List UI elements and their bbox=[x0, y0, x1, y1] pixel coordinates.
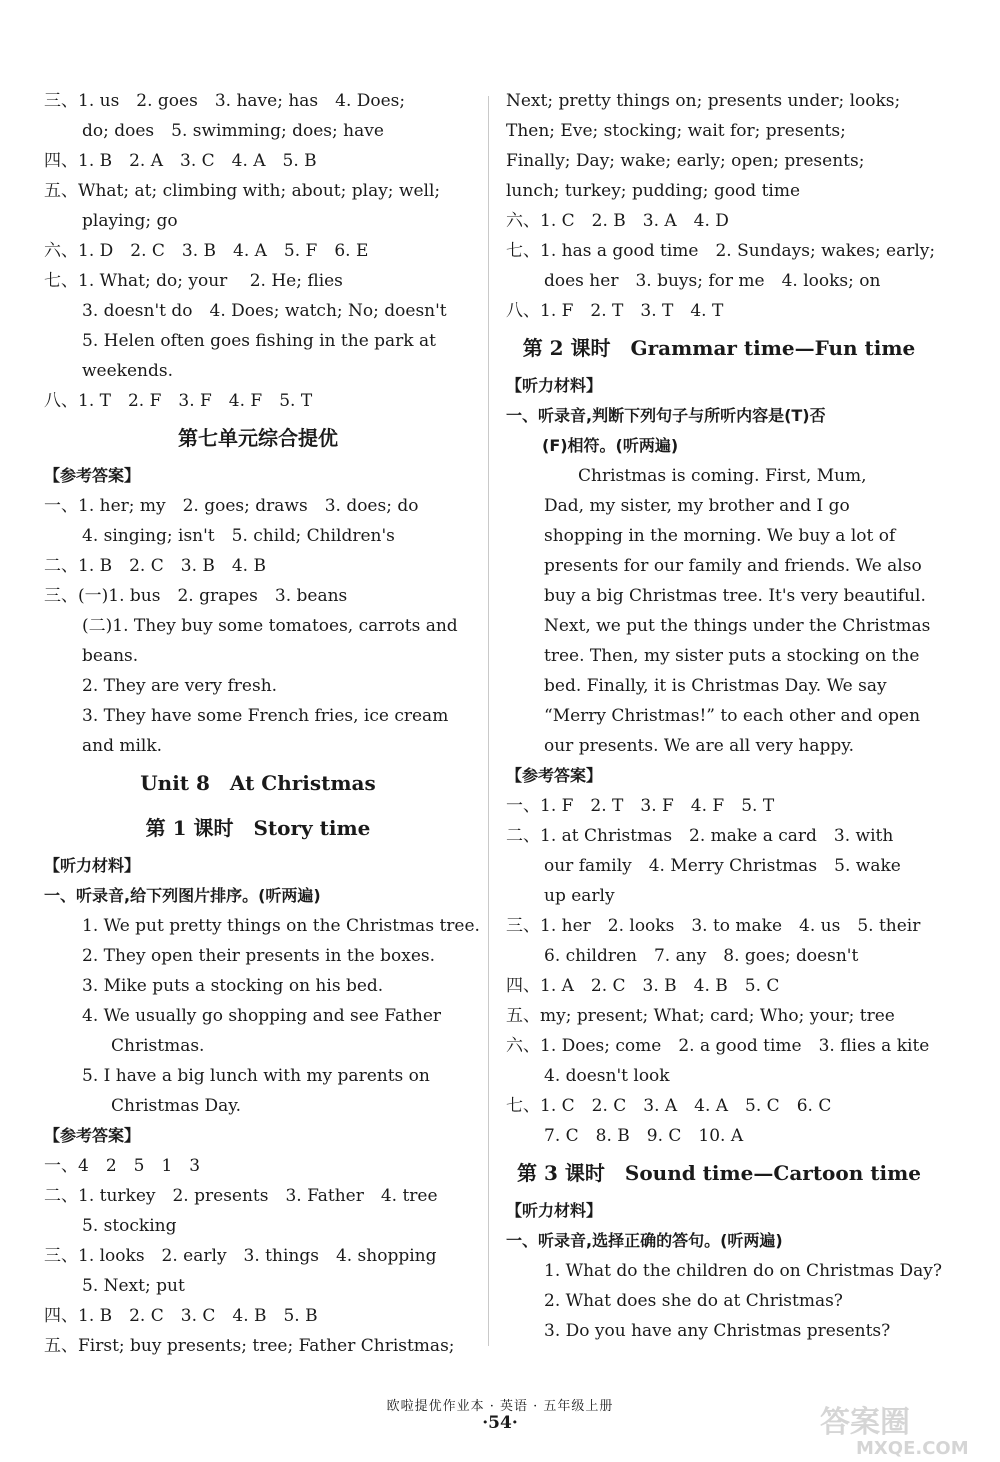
page-number: ·54· bbox=[482, 1413, 518, 1433]
answer-line: 5. I have a big lunch with my parents on bbox=[82, 1066, 430, 1086]
answer-line: do; does 5. swimming; does; have bbox=[82, 121, 384, 141]
answer-line: 3. Do you have any Christmas presents? bbox=[544, 1321, 891, 1341]
answer-line: 六、1. D 2. C 3. B 4. A 5. F 6. E bbox=[44, 241, 369, 261]
instruction-line: 一、听录音,判断下列句子与所听内容是(T)否 bbox=[506, 406, 826, 425]
answer-line: beans. bbox=[82, 646, 139, 666]
answer-line: weekends. bbox=[82, 361, 173, 381]
watermark-logo bbox=[816, 1398, 986, 1460]
instruction-line: (F)相符。(听两遍) bbox=[542, 436, 679, 455]
answer-line: 六、1. Does; come 2. a good time 3. flies a kite bbox=[506, 1036, 930, 1056]
answer-line: 一、4 2 5 1 3 bbox=[44, 1156, 201, 1176]
answer-line: 5. Next; put bbox=[82, 1276, 185, 1296]
section-tag: 【参考答案】 bbox=[44, 1126, 141, 1145]
answer-line: tree. Then, my sister puts a stocking on the bbox=[544, 646, 920, 666]
answer-line: 4. doesn't look bbox=[544, 1066, 670, 1086]
left-column bbox=[44, 86, 480, 1361]
answer-line: does her 3. buys; for me 4. looks; on bbox=[544, 271, 881, 291]
answer-line: 三、1. looks 2. early 3. things 4. shopping bbox=[44, 1246, 437, 1266]
answer-line: 1. We put pretty things on the Christmas tree. bbox=[82, 916, 480, 936]
answer-line: 四、1. A 2. C 3. B 4. B 5. C bbox=[506, 976, 780, 996]
answer-line: 五、First; buy presents; tree; Father Christmas; bbox=[44, 1336, 455, 1356]
section-heading: 第七单元综合提优 bbox=[178, 426, 338, 450]
answer-line: lunch; turkey; pudding; good time bbox=[506, 181, 801, 201]
answer-line: 五、my; present; What; card; Who; your; tree bbox=[506, 1006, 895, 1026]
answer-line: our presents. We are all very happy. bbox=[544, 736, 854, 756]
answer-line: 5. Helen often goes fishing in the park at bbox=[82, 331, 436, 351]
answer-line: 4. singing; isn't 5. child; Children's bbox=[82, 526, 395, 546]
section-tag: 【听力材料】 bbox=[44, 856, 141, 875]
instruction-line: 一、听录音,选择正确的答句。(听两遍) bbox=[506, 1231, 783, 1250]
answer-line: Christmas. bbox=[111, 1036, 205, 1056]
answer-line: up early bbox=[544, 886, 615, 906]
answer-line: 2. What does she do at Christmas? bbox=[544, 1291, 843, 1311]
answer-line: 3. They have some French fries, ice cream bbox=[82, 706, 449, 726]
answer-line: 6. children 7. any 8. goes; doesn't bbox=[544, 946, 859, 966]
answer-line: Christmas Day. bbox=[111, 1096, 241, 1116]
watermark-text: 答案圈 bbox=[820, 1405, 910, 1440]
answer-line: 2. They open their presents in the boxes. bbox=[82, 946, 436, 966]
answer-line: 八、1. T 2. F 3. F 4. F 5. T bbox=[44, 391, 313, 411]
section-tag: 【听力材料】 bbox=[506, 1201, 603, 1220]
answer-line: 七、1. C 2. C 3. A 4. A 5. C 6. C bbox=[506, 1096, 832, 1116]
answer-line: 二、1. turkey 2. presents 3. Father 4. tree bbox=[44, 1186, 438, 1206]
answer-line: our family 4. Merry Christmas 5. wake bbox=[544, 856, 901, 876]
answer-line: 2. They are very fresh. bbox=[82, 676, 278, 696]
answer-line: Then; Eve; stocking; wait for; presents; bbox=[506, 121, 846, 141]
answer-line: and milk. bbox=[82, 736, 163, 756]
answer-line: 三、1. her 2. looks 3. to make 4. us 5. their bbox=[506, 916, 921, 936]
section-tag: 【参考答案】 bbox=[506, 766, 603, 785]
answer-line: Christmas is coming. First, Mum, bbox=[578, 466, 867, 486]
answer-line: bed. Finally, it is Christmas Day. We say bbox=[544, 676, 887, 696]
answer-line: 一、1. her; my 2. goes; draws 3. does; do bbox=[44, 496, 419, 516]
answer-line: shopping in the morning. We buy a lot of bbox=[544, 526, 896, 546]
section-tag: 【听力材料】 bbox=[506, 376, 603, 395]
answer-line: Next; pretty things on; presents under; looks; bbox=[506, 91, 901, 111]
answer-line: 1. What do the children do on Christmas Day? bbox=[544, 1261, 942, 1281]
answer-line: 四、1. B 2. C 3. C 4. B 5. B bbox=[44, 1306, 318, 1326]
answer-line: 7. C 8. B 9. C 10. A bbox=[544, 1126, 744, 1146]
answer-line: 五、What; at; climbing with; about; play; well; bbox=[44, 181, 441, 201]
answer-line: 5. stocking bbox=[82, 1216, 177, 1236]
answer-line: 二、1. B 2. C 3. B 4. B bbox=[44, 556, 266, 576]
answer-line: 一、1. F 2. T 3. F 4. F 5. T bbox=[506, 796, 775, 816]
answer-line: 七、1. has a good time 2. Sundays; wakes; early; bbox=[506, 241, 936, 261]
answer-line: “Merry Christmas!” to each other and open bbox=[544, 706, 921, 726]
answer-line: 八、1. F 2. T 3. T 4. T bbox=[506, 301, 724, 321]
column-divider bbox=[488, 96, 489, 1346]
answer-line: 3. Mike puts a stocking on his bed. bbox=[82, 976, 384, 996]
right-column bbox=[506, 86, 942, 1346]
section-heading: Unit 8 At Christmas bbox=[140, 771, 376, 795]
answer-line: 七、1. What; do; your 2. He; flies bbox=[44, 271, 343, 291]
answer-line: playing; go bbox=[82, 211, 178, 231]
answer-line: Dad, my sister, my brother and I go bbox=[544, 496, 850, 516]
section-heading: 第 3 课时 Sound time—Cartoon time bbox=[517, 1161, 921, 1185]
answer-line: 二、1. at Christmas 2. make a card 3. with bbox=[506, 826, 894, 846]
section-heading: 第 2 课时 Grammar time—Fun time bbox=[522, 336, 916, 360]
answer-line: 四、1. B 2. A 3. C 4. A 5. B bbox=[44, 151, 317, 171]
answer-line: Next, we put the things under the Christmas bbox=[544, 616, 931, 636]
footer-book-title: 欧啦提优作业本 · 英语 · 五年级上册 bbox=[386, 1399, 614, 1414]
answer-line: (二)1. They buy some tomatoes, carrots and bbox=[82, 616, 458, 636]
answer-line: 六、1. C 2. B 3. A 4. D bbox=[506, 211, 729, 231]
answer-line: 三、(一)1. bus 2. grapes 3. beans bbox=[44, 586, 348, 606]
answer-line: 3. doesn't do 4. Does; watch; No; doesn't bbox=[82, 301, 447, 321]
answer-line: Finally; Day; wake; early; open; presents; bbox=[506, 151, 865, 171]
section-tag: 【参考答案】 bbox=[44, 466, 141, 485]
answer-line: 4. We usually go shopping and see Father bbox=[82, 1006, 442, 1026]
watermark-url: MXQE.COM bbox=[856, 1438, 969, 1459]
instruction-line: 一、听录音,给下列图片排序。(听两遍) bbox=[44, 886, 321, 905]
answer-line: presents for our family and friends. We also bbox=[544, 556, 922, 576]
answer-line: 三、1. us 2. goes 3. have; has 4. Does; bbox=[44, 91, 406, 111]
section-heading: 第 1 课时 Story time bbox=[145, 816, 371, 840]
answer-line: buy a big Christmas tree. It's very beautiful. bbox=[544, 586, 926, 606]
